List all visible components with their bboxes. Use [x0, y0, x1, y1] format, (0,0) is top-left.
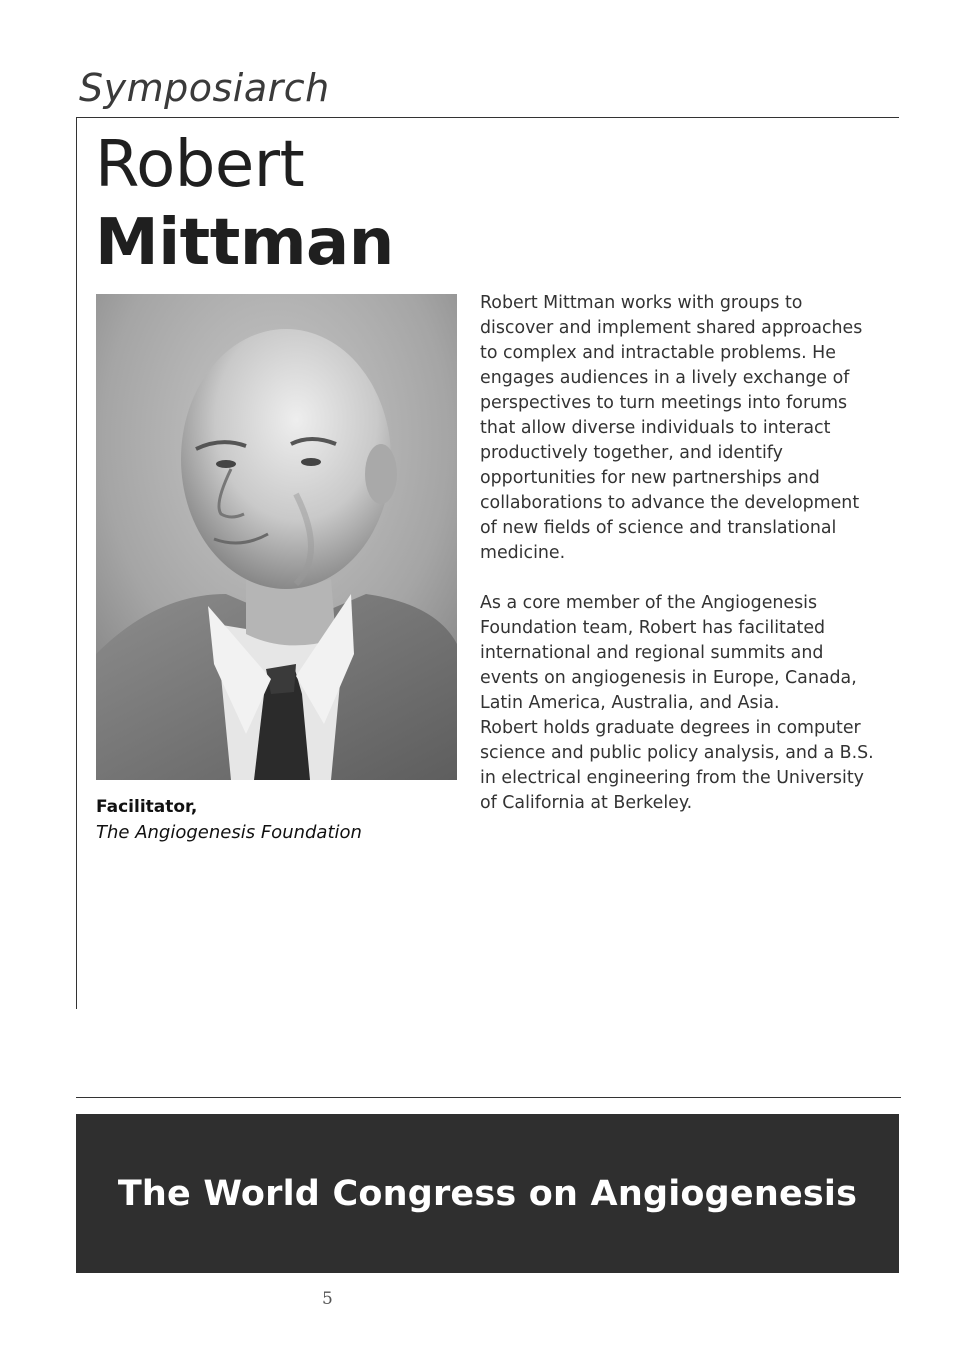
bio-paragraph: As a core member of the Angiogenesis Foundation team, Robert has facilitated international and regional summits and events on angiogenesis in Europe, Canada, Latin America, Australia, and Asia.: [480, 593, 857, 713]
profile-first-name: Robert: [95, 128, 305, 202]
caption-organization: The Angiogenesis Foundation: [96, 822, 362, 843]
banner-title: The World Congress on Angiogenesis: [117, 1173, 858, 1214]
bottom-divider: [76, 1097, 901, 1098]
bio-paragraph: Robert Mittman works with groups to discover and implement shared approaches to complex and intractable problems. He engages audiences in a lively exchange of perspectives to turn meetings into forums that allow diverse individuals to interact productively together, and identify opportunities for new partnerships and collaborations to advance the development of new fields of science and translational medicine.: [480, 293, 863, 563]
section-label: Symposiarch: [79, 66, 330, 110]
caption-role: Facilitator,: [96, 797, 198, 817]
portrait-photo: [96, 294, 457, 780]
biography: [480, 291, 880, 816]
bio-paragraph: Robert holds graduate degrees in computer science and public policy analysis, and a B.S. in electrical engineering from the University of California at Berkeley.: [480, 718, 874, 813]
footer-banner: [76, 1114, 899, 1273]
page-number: 5: [322, 1289, 333, 1309]
left-divider: [76, 117, 77, 1009]
top-divider: [76, 117, 899, 118]
profile-last-name: Mittman: [95, 206, 394, 280]
